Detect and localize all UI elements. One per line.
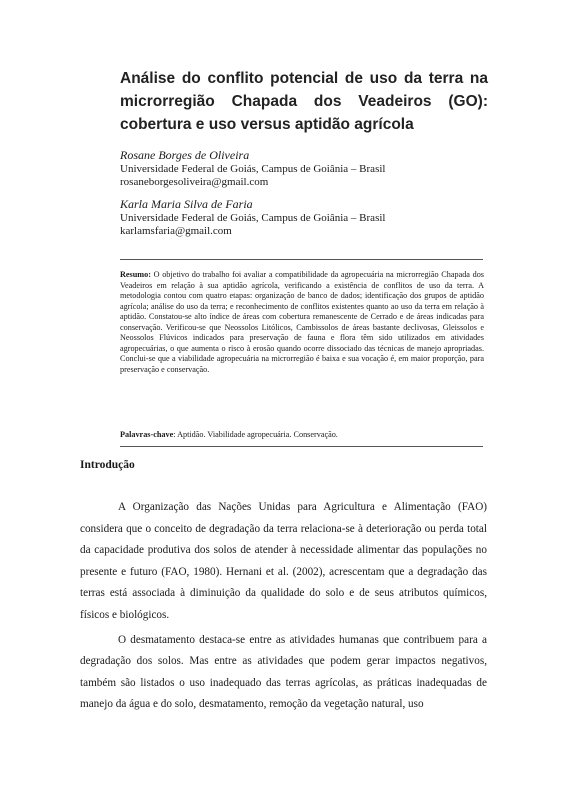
author-affiliation: Universidade Federal de Goiás, Campus de Goiânia – Brasil <box>120 163 386 175</box>
author-email: karlamsfaria@gmail.com <box>120 225 232 237</box>
divider-bottom <box>120 446 483 447</box>
author-block <box>120 148 488 189</box>
body-text <box>80 497 487 716</box>
keywords-label: Palavras-chave <box>120 430 174 439</box>
paragraph: A Organização das Nações Unidas para Agricultura e Alimentação (FAO) considera que o conceito de degradação da terra relaciona-se à deterioração ou perda total da capacidade produtiva dos solos de atender à necessidade alimentar das populações no presente e futuro (FAO, 1980). Hernani et al. (2002), acrescentam que a degradação das terras está associada à diminuição da qualidade do solo e de seus atributos químicos, físicos e biológicos. <box>80 501 487 621</box>
divider-top <box>120 259 483 260</box>
abstract-label: Resumo: <box>120 270 151 279</box>
author-affiliation: Universidade Federal de Goiás, Campus de Goiânia – Brasil <box>120 212 386 224</box>
author-email: rosaneborgesoliveira@gmail.com <box>120 176 269 188</box>
section-heading: Introdução <box>80 459 135 471</box>
keywords <box>120 430 484 441</box>
abstract <box>120 270 484 375</box>
author-block <box>120 197 488 238</box>
abstract-text: O objetivo do trabalho foi avaliar a compatibilidade da agropecuária na microrregião Chapada dos Veadeiros em relação à sua aptidão agrícola, verificando a existência de conflitos de uso da terra. A metodologia contou com quatro etapas: organização de banco de dados; identificação dos grupos de aptidão agrícola; análise do uso da terra; e reconhecimento de conflitos existentes quanto ao uso da terra em relação à aptidão. Constatou-se alto índice de áreas com cobertura remanescente de Cerrado e de áreas indicadas para conservação. Verificou-se que Neossolos Litólicos, Cambissolos de áreas bastante declivosas, Gleissolos e Neossolos Flúvicos indicados para preservação de fauna e flora têm sido utilizados em atividades agropecuárias, o que aumenta o risco à erosão quando ocorre dissociado das técnicas de manejo apropriadas. Conclui-se que a viabilidade agropecuária na microrregião é baixa e sua vocação é, em maior proporção, para preservação e conservação. <box>120 270 484 374</box>
paper-title: Análise do conflito potencial de uso da terra na microrregião Chapada dos Veadeiros (GO): cobertura e uso versus aptidão agrícola <box>120 70 488 133</box>
author-name: Rosane Borges de Oliveira <box>120 148 250 162</box>
author-name: Karla Maria Silva de Faria <box>120 197 253 211</box>
paragraph: O desmatamento destaca-se entre as atividades humanas que contribuem para a degradação dos solos. Mas entre as atividades que podem gerar impactos negativos, também são listados o uso inadequado das terras agrícolas, as práticas inadequadas de manejo da água e do solo, desmatamento, remoção da vegetação natural, uso <box>80 633 487 711</box>
author-list <box>120 148 488 246</box>
keywords-text: : Aptidão. Viabilidade agropecuária. Conservação. <box>173 430 338 439</box>
